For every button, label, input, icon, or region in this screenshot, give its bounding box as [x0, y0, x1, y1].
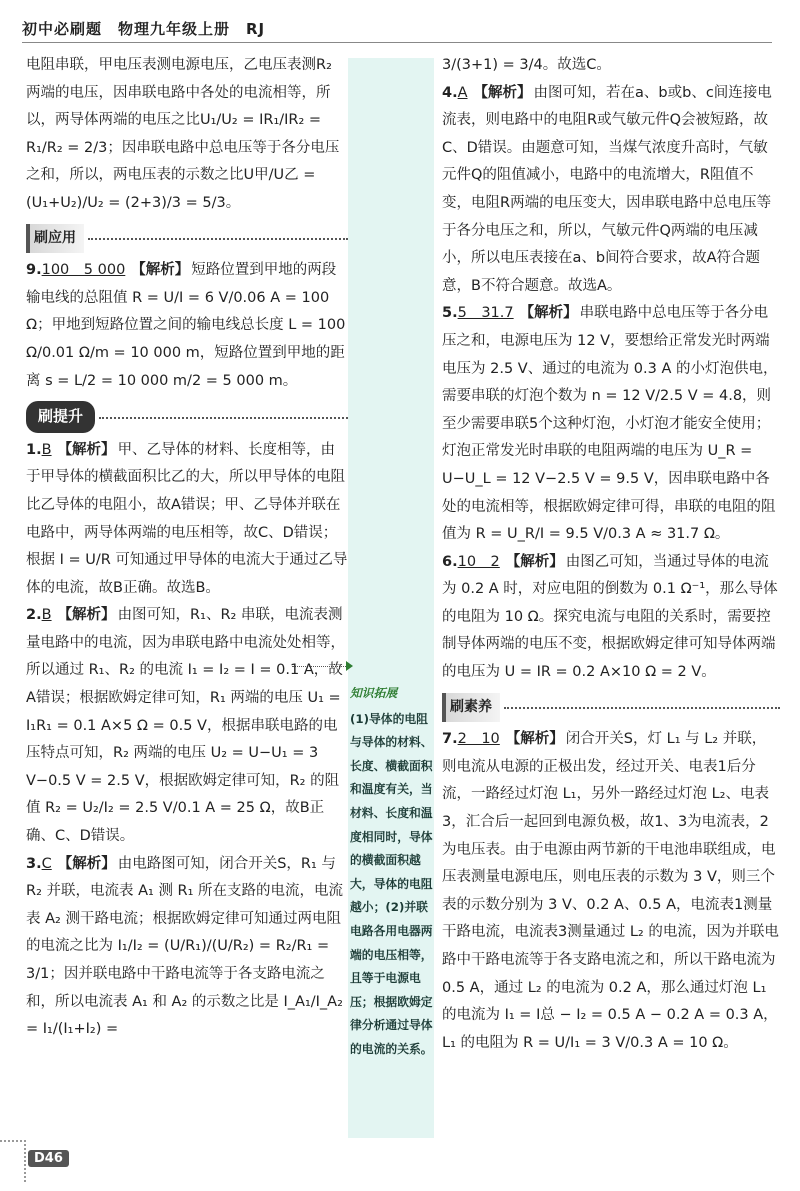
analysis-tag: 【解析】 — [473, 84, 532, 101]
item-number: 6. — [442, 553, 458, 570]
analysis-text: 由电路图可知，闭合开关S，R₁ 与 R₂ 并联，电流表 A₁ 测 R₁ 所在支路的电流，电流表 A₂ 测干路电流；根据欧姆定律可知通过两电阻的电流之比为 I₁/I₂ = (U/R₁)/(U/R₂) = R₂/R₁ = 3/1；因并联电路中干路电流等于各支路电流之和，所以电流表 A₁ 和 A₂ 的示数之比是 I_A₁/I_A₂ = I₁/(I₁+I₂) = — [26, 855, 344, 1038]
analysis-text: 短路位置到甲地的两段输电线的总阻值 R = U/I = 6 V/0.06 A = 100 Ω；甲地到短路位置之间的输电线总长度 L = 100 Ω/0.01 Ω/m = 10 000 m，短路位置到甲地的距离 s = L/2 = 10 000 m/2 = 5 000 m。 — [26, 262, 346, 389]
section-label: 刷素养 — [442, 693, 500, 723]
answer-item — [442, 300, 780, 548]
item-number: 3. — [26, 855, 42, 872]
item-number: 7. — [442, 731, 458, 748]
section-heading — [26, 224, 348, 254]
section-dots — [88, 238, 348, 240]
answer-value: B — [41, 441, 52, 458]
item-number: 2. — [26, 607, 42, 624]
answer-item — [26, 257, 348, 395]
analysis-text: 串联电路中总电压等于各分电压之和，电源电压为 12 V，要想给正常发光时两端电压为 2.5 V、通过的电流为 0.3 A 的小灯泡供电，需要串联的灯泡个数为 n = 12 V/2.5 V = 4.8，则至少需要串联5个这种灯泡，小灯泡才能安全使用；灯泡正常发光时串联的电阻两端的电压为 U_R = U−U_L = 12 V−2.5 V = 9.5 V，因串联电路中各处的电流相等，根据欧姆定律可得，串联的电阻的阻值为 R = U_R/I = 9.5 V/0.3 A ≈ 31.7 Ω。 — [442, 305, 778, 543]
analysis-tag: 【解析】 — [57, 607, 116, 624]
answer-item — [26, 437, 348, 603]
answer-item — [26, 851, 348, 1044]
analysis-tag: 【解析】 — [519, 305, 578, 322]
answer-value: C — [41, 855, 52, 872]
answer-item — [442, 80, 780, 301]
item-number: 9. — [26, 262, 42, 279]
answer-value: 2 10 — [457, 731, 500, 748]
analysis-tag: 【解析】 — [57, 441, 116, 458]
paragraph: 电阻串联，甲电压表测电源电压，乙电压表测R₂ 两端的电压，因串联电路中各处的电流相等，所以，两导体两端的电压之比U₁/U₂ = IR₁/IR₂ = R₁/R₂ = 2/3；因串联电路中总电压等于各分电压之和，所以，两电压表的示数之比U甲/U乙 = (U₁+U₂)/U₂ = (2+3)/3 = 5/3。 — [26, 57, 340, 211]
note-title: 知识拓展 — [350, 686, 398, 700]
section-dots — [504, 707, 780, 709]
note-text: (1)导体的电阻与导体的材料、长度、横截面积和温度有关，当材料、长度和温度相同时，导体的横截面积越大，导体的电阻越小；(2)并联电路各用电器两端的电压相等，且等于电源电压；根据欧姆定律分析通过导体的电流的关系。 — [350, 711, 433, 1056]
analysis-text: 甲、乙导体的材料、长度相等，由于甲导体的横截面积比乙的大，所以甲导体的电阻比乙导体的电阻小，故A错误；甲、乙导体并联在电路中，两导体两端的电压相等，故C、D错误；根据 I = U/R 可知通过甲导体的电流大于通过乙导体的电流，故B正确。故选B。 — [26, 441, 348, 596]
analysis-tag: 【解析】 — [57, 855, 116, 872]
item-number: 1. — [26, 441, 42, 458]
answer-value: 100 5 000 — [41, 262, 126, 279]
section-label: 刷应用 — [26, 224, 84, 254]
paragraph: 3/(3+1) = 3/4。故选C。 — [442, 57, 611, 73]
answer-value: B — [41, 607, 52, 624]
section-label: 刷提升 — [26, 401, 95, 433]
analysis-text: 由图乙可知，当通过导体的电流为 0.2 A 时，对应电阻的倒数为 0.1 Ω⁻¹，那么导体的电阻为 10 Ω。探究电流与电阻的关系时，需要控制导体两端的电压不变，根据欧姆定律可知导体两端的电压为 U = IR = 0.2 A×10 Ω = 2 V。 — [442, 553, 778, 681]
corner-decoration — [0, 1140, 26, 1182]
item-number: 5. — [442, 305, 458, 322]
analysis-tag: 【解析】 — [505, 731, 564, 748]
answer-value: A — [457, 84, 468, 101]
right-column — [442, 52, 780, 1057]
analysis-tag: 【解析】 — [131, 262, 190, 279]
running-header: 初中必刷题 物理九年级上册 RJ — [22, 20, 266, 38]
answer-item — [442, 549, 780, 687]
section-heading — [26, 401, 348, 433]
section-heading — [442, 693, 780, 723]
analysis-text: 由图可知，R₁、R₂ 串联，电流表测量电路中的电流，因为串联电路中电流处处相等，所以通过 R₁、R₂ 的电流 I₁ = I₂ = I = 0.1 A，故A错误；根据欧姆定律可知，R₁ 两端的电压 U₁ = I₁R₁ = 0.1 A×5 Ω = 0.5 V，根据串联电路的电压特点可知，R₂ 两端的电压 U₂ = U−U₁ = 3 V−0.5 V = 2.5 V，根据欧姆定律可知，R₂ 的阻值 R₂ = U₂/I₂ = 2.5 V/0.1 A = 25 Ω，故B正确、C、D错误。 — [26, 607, 345, 845]
analysis-text: 由图可知，若在a、b或b、c间连接电流表，则电路中的电阻R或气敏元件Q会被短路，故C、D错误。由题意可知，当煤气浓度升高时，气敏元件Q的阻值减小，电路中的电流增大，R阻值不变，电阻R两端的电压变大，因串联电路中总电压等于各分电压之和，所以，气敏元件Q两端的电压减小，所以电压表接在a、b间符合要求，故A符合题意，B不符合题意。故选A。 — [442, 84, 772, 294]
item-number: 4. — [442, 84, 458, 101]
answer-item — [26, 602, 348, 850]
analysis-tag: 【解析】 — [505, 553, 564, 570]
header-rule — [22, 42, 772, 43]
page-number: D46 — [28, 1150, 69, 1167]
analysis-text: 闭合开关S，灯 L₁ 与 L₂ 并联，则电流从电源的正极出发，经过开关、电表1后分流，一路经过灯泡 L₁，另外一路经过灯泡 L₂、电表3，汇合后一起回到电源负极，故1、3为电流表，2为电压表。由于电源由两节新的干电池串联组成，电压表测量电源电压，则电压表的示数为 3 V，则三个表的示数分别为 3 V、0.2 A、0.5 A，电流表1测量干路电流，电流表3测量通过 L₂ 的电流，因为并联电路中干路电流等于各支路电流之和，所以干路电流为 0.5 A，通过 L₂ 的电流为 0.2 A，那么通过灯泡 L₁ 的电流为 I₁ = I总 − I₂ = 0.5 A − 0.2 A = 0.3 A，L₁ 的电阻为 R = U/I₁ = 3 V/0.3 A = 10 Ω。 — [442, 731, 779, 1051]
sidebar-note — [350, 682, 434, 1062]
section-dots — [99, 417, 348, 419]
left-column — [26, 52, 348, 1044]
answer-value: 10 2 — [457, 553, 500, 570]
answer-item — [442, 726, 780, 1057]
answer-value: 5 31.7 — [457, 305, 514, 322]
